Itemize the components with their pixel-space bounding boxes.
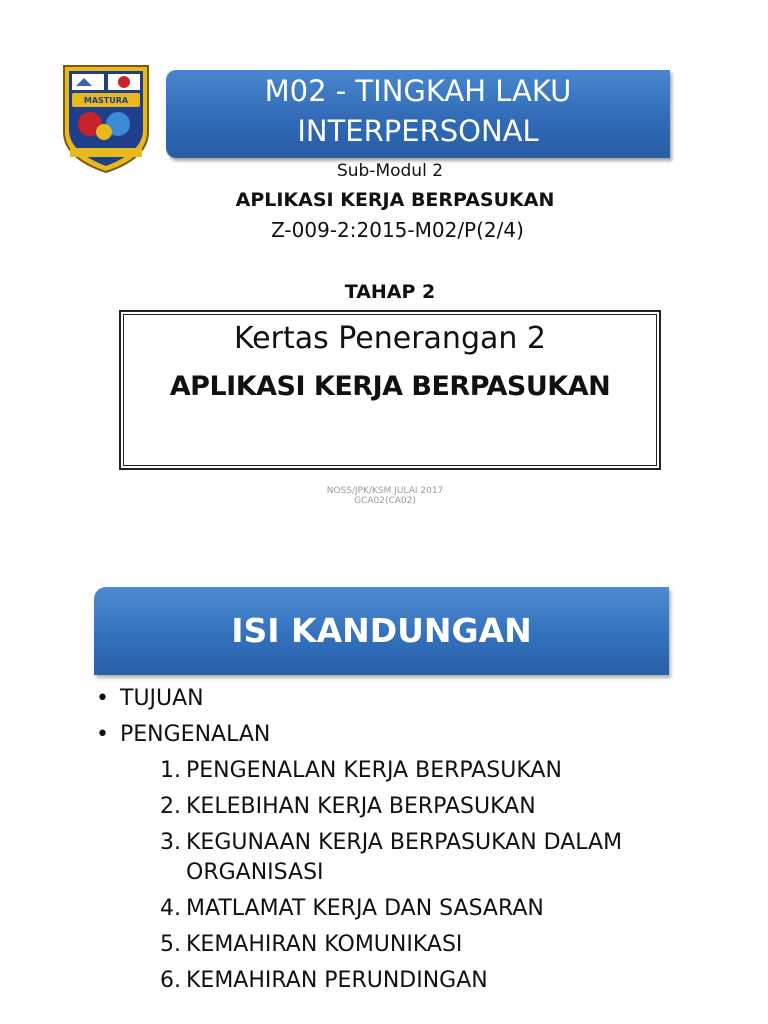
contents-list-item: 4. MATLAMAT KERJA DAN SASARAN bbox=[160, 896, 544, 921]
sub-module-label: Sub-Modul 2 bbox=[336, 161, 444, 181]
module-title-line2: INTERPERSONAL bbox=[297, 114, 539, 148]
contents-heading: ISI KANDUNGAN bbox=[231, 611, 532, 650]
bullet-icon: • bbox=[96, 722, 109, 747]
sub-module-title: APLIKASI KERJA BERPASUKAN bbox=[235, 189, 555, 211]
document-code: Z-009-2:2015-M02/P(2/4) bbox=[271, 218, 524, 242]
info-sheet-title: Kertas Penerangan 2 bbox=[233, 321, 547, 356]
contents-list-item: 5. KEMAHIRAN KOMUNIKASI bbox=[160, 932, 463, 957]
contents-list-item: 6. KEMAHIRAN PERUNDINGAN bbox=[160, 968, 488, 993]
noss-note: NOSS/JPK/KSM JULAI 2017 bbox=[326, 486, 444, 496]
contents-list-item: 1. PENGENALAN KERJA BERPASUKAN bbox=[160, 758, 562, 783]
bullet-item: • PENGENALAN bbox=[96, 722, 271, 747]
gca-code-note: GCA02(CA02) bbox=[354, 496, 416, 506]
title-banner bbox=[166, 70, 670, 158]
bullet-icon: • bbox=[96, 686, 109, 711]
contents-list-item: 2. KELEBIHAN KERJA BERPASUKAN bbox=[160, 794, 536, 819]
bullet-item: • TUJUAN bbox=[96, 686, 204, 711]
module-title-line1: M02 - TINGKAH LAKU bbox=[264, 74, 572, 108]
logo-name: MASTURA bbox=[83, 96, 129, 105]
mastura-logo bbox=[60, 62, 152, 174]
level-label: TAHAP 2 bbox=[344, 281, 436, 303]
contents-banner bbox=[94, 587, 669, 675]
contents-list-item-continued: ORGANISASI bbox=[186, 860, 324, 885]
contents-list-item: 3. KEGUNAAN KERJA BERPASUKAN DALAM bbox=[160, 830, 623, 855]
info-sheet-subtitle: APLIKASI KERJA BERPASUKAN bbox=[169, 371, 611, 402]
info-sheet-box bbox=[119, 310, 661, 470]
